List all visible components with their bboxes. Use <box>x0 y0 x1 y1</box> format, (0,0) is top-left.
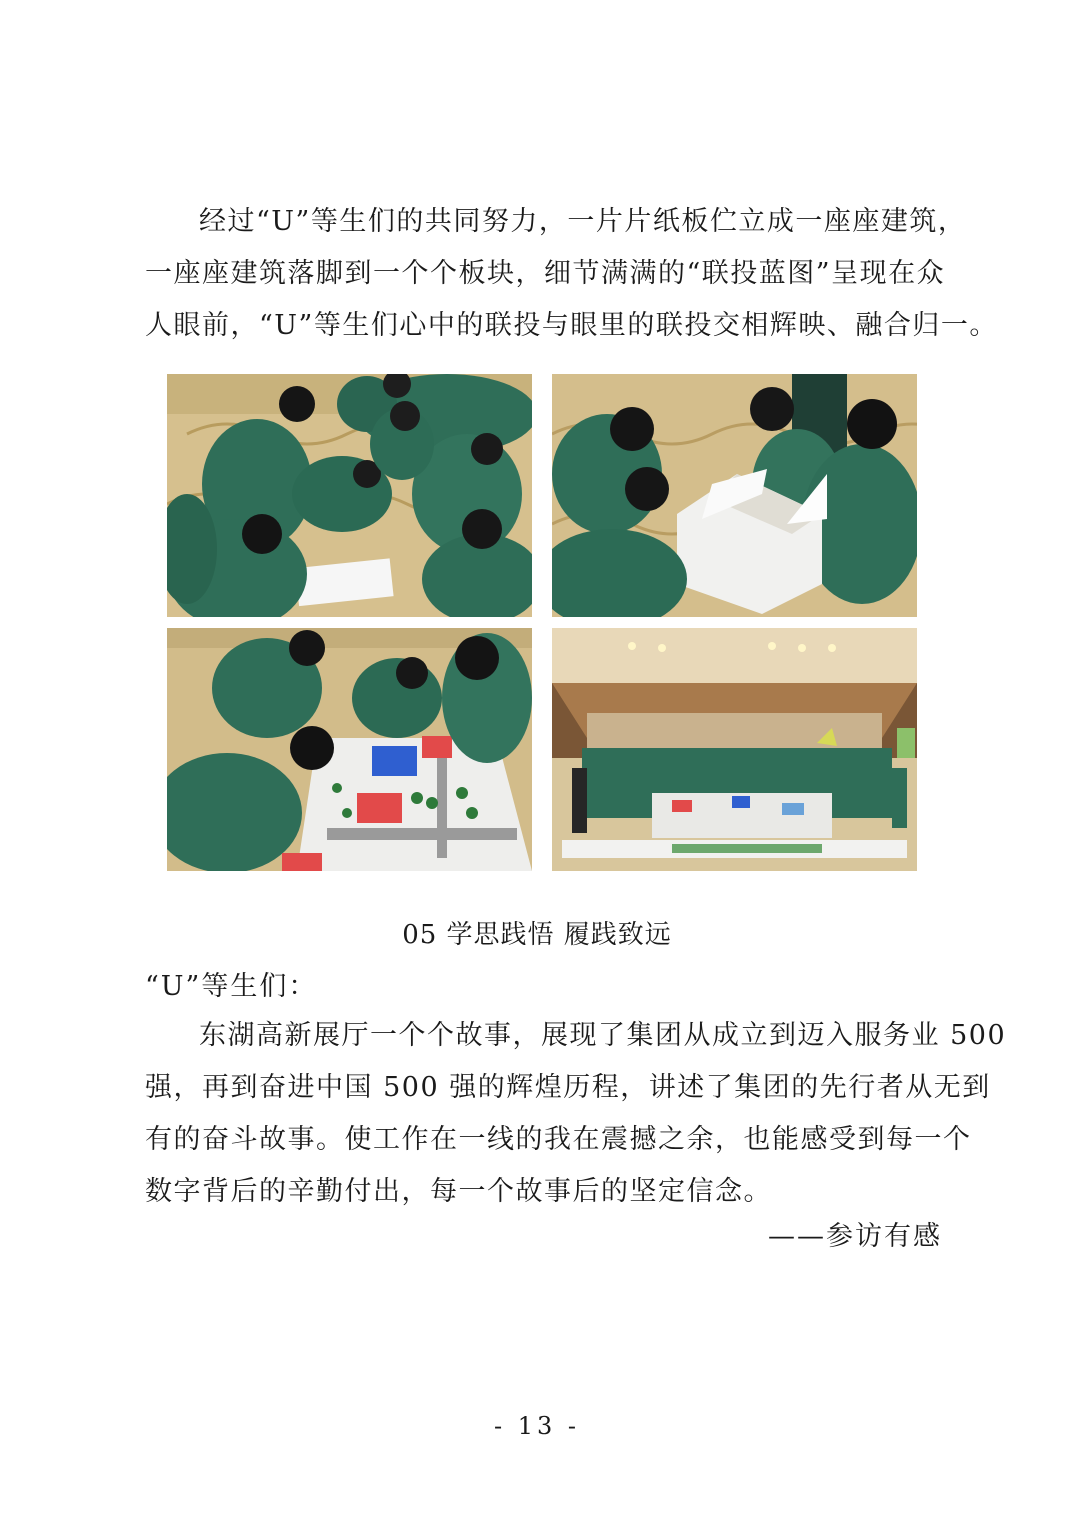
body-paragraph <box>145 1010 1007 1218</box>
intro-line-2: 一座座建筑落脚到一个个板块，细节满满的“联投蓝图”呈现在众 <box>145 258 946 289</box>
photo-students-building-model <box>167 628 532 871</box>
section-heading: 05 学思践悟 履践致远 <box>402 920 672 950</box>
photo-group-hall <box>552 628 917 871</box>
signature: ——参访有感 <box>768 1221 942 1252</box>
body-line-1: 东湖高新展厅一个个故事，展现了集团从成立到迈入服务业 500 <box>199 1020 1007 1051</box>
intro-line-1: 经过“U”等生们的共同努力，一片片纸板伫立成一座座建筑， <box>199 206 967 237</box>
intro-line-3: 人眼前，“U”等生们心中的联投与眼里的联投交相辉映、融合归一。 <box>145 310 998 341</box>
photo-students-drawing <box>167 374 532 617</box>
page-number: - 13 - <box>493 1412 580 1440</box>
body-line-2: 强，再到奋进中国 500 强的辉煌历程，讲述了集团的先行者从无到 <box>145 1072 991 1103</box>
photo-students-folding-board <box>552 374 917 617</box>
body-line-4: 数字背后的辛勤付出，每一个故事后的坚定信念。 <box>145 1176 772 1207</box>
salutation: “U”等生们： <box>145 971 318 1002</box>
intro-paragraph <box>145 196 998 352</box>
body-line-3: 有的奋斗故事。使工作在一线的我在震撼之余，也能感受到每一个 <box>145 1124 972 1155</box>
